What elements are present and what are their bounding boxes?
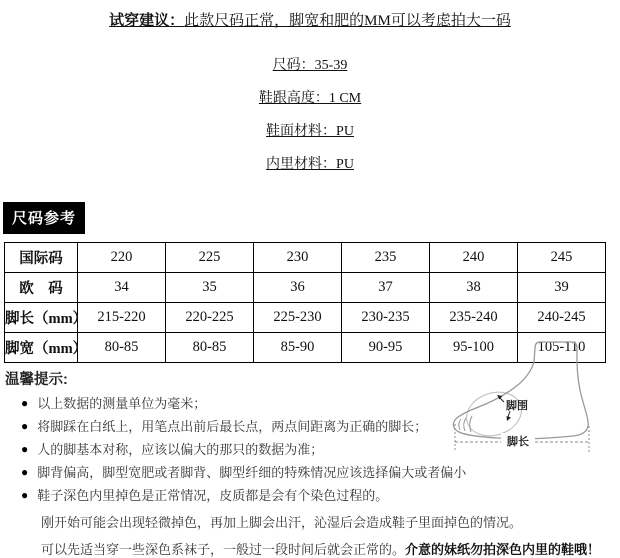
- row-header-foot-length: 脚长（mm）: [5, 303, 78, 333]
- table-cell: 38: [430, 273, 518, 303]
- row-header-intl-code: 国际码: [5, 243, 78, 273]
- tip-text: 将脚踩在白纸上，用笔点出前后最长点，两点间距离为正确的脚长；: [37, 419, 428, 434]
- foot-length-label: 脚长: [507, 436, 529, 448]
- table-row-eu-size: [5, 273, 606, 303]
- tip-text: 鞋子深色内里掉色是正常情况，皮质都是会有个染色过程的。: [37, 488, 389, 503]
- table-cell: 80-85: [78, 333, 166, 363]
- table-cell: 235-240: [430, 303, 518, 333]
- table-cell: 235: [342, 243, 430, 273]
- table-row-foot-length: [5, 303, 606, 333]
- foot-outline-path: [453, 342, 588, 439]
- bullet-icon: ●: [21, 488, 29, 502]
- table-cell: 34: [78, 273, 166, 303]
- table-cell: 95-100: [430, 333, 518, 363]
- row-header-foot-width: 脚宽（mm）: [5, 333, 78, 363]
- table-cell: 225: [166, 243, 254, 273]
- tip-text: 人的脚基本对称，应该以偏大的那只的数据为准；: [37, 442, 324, 457]
- spec-lining-material: 内里材料：PU: [266, 157, 354, 172]
- table-cell: 80-85: [166, 333, 254, 363]
- bullet-icon: ●: [21, 442, 29, 456]
- tip-bold-note: 介意的妹纸勿拍深色内里的鞋哦！: [405, 542, 601, 557]
- bullet-icon: ●: [21, 396, 29, 410]
- spec-size-range: 尺码：35-39: [272, 58, 348, 73]
- tip-continuation: [41, 541, 620, 558]
- table-cell: 85-90: [254, 333, 342, 363]
- table-cell: 220: [78, 243, 166, 273]
- tips-title: 温馨提示:: [5, 372, 68, 388]
- table-cell: 240: [430, 243, 518, 273]
- girth-arrow-up: [500, 398, 504, 402]
- tip-text: 以上数据的测量单位为毫米；: [37, 396, 207, 411]
- table-cell: 230-235: [342, 303, 430, 333]
- bullet-icon: ●: [21, 419, 29, 433]
- row-header-eu-size: 欧 码: [5, 273, 78, 303]
- table-cell: 39: [518, 273, 606, 303]
- table-cell: 220-225: [166, 303, 254, 333]
- girth-arrow-down-head: [507, 416, 512, 421]
- fitting-advice-line: [0, 12, 620, 31]
- table-cell: 240-245: [518, 303, 606, 333]
- tip-text: 脚背偏高，脚型宽肥或者脚背、脚型纤细的特殊情况应该选择偏大或者偏小: [37, 465, 467, 480]
- tip-continuation: 刚开始可能会出现轻微掉色，再加上脚会出汗，沁湿后会造成鞋子里面掉色的情况。: [41, 515, 523, 530]
- bullet-icon: ●: [21, 465, 29, 479]
- tip-item: [21, 487, 620, 504]
- size-reference-banner: 尺码参考: [3, 202, 85, 234]
- table-cell: 90-95: [342, 333, 430, 363]
- table-cell: 37: [342, 273, 430, 303]
- fitting-advice-label: 试穿建议：: [109, 13, 185, 29]
- table-cell: 215-220: [78, 303, 166, 333]
- tip-item: [21, 464, 620, 481]
- spec-heel-height: 鞋跟高度：1 CM: [258, 91, 362, 106]
- table-cell: 230: [254, 243, 342, 273]
- table-cell: 105-110: [518, 333, 606, 363]
- toe-lines: [459, 416, 472, 432]
- product-spec-section: [0, 0, 620, 173]
- foot-outline-illustration: [444, 338, 616, 466]
- foot-measurement-diagram: [444, 338, 616, 466]
- spec-upper-material: 鞋面材料：PU: [266, 124, 354, 139]
- table-row-intl-code: [5, 243, 606, 273]
- fitting-advice-text: 此款尺码正常，脚宽和肥的MM可以考虑拍大一码: [184, 13, 511, 29]
- tip-text: 可以先适当穿一些深色系袜子，一般过一段时间后就会正常的。: [41, 542, 406, 557]
- table-cell: 35: [166, 273, 254, 303]
- table-cell: 245: [518, 243, 606, 273]
- table-cell: 36: [254, 273, 342, 303]
- table-cell: 225-230: [254, 303, 342, 333]
- foot-girth-label: 脚围: [506, 400, 528, 412]
